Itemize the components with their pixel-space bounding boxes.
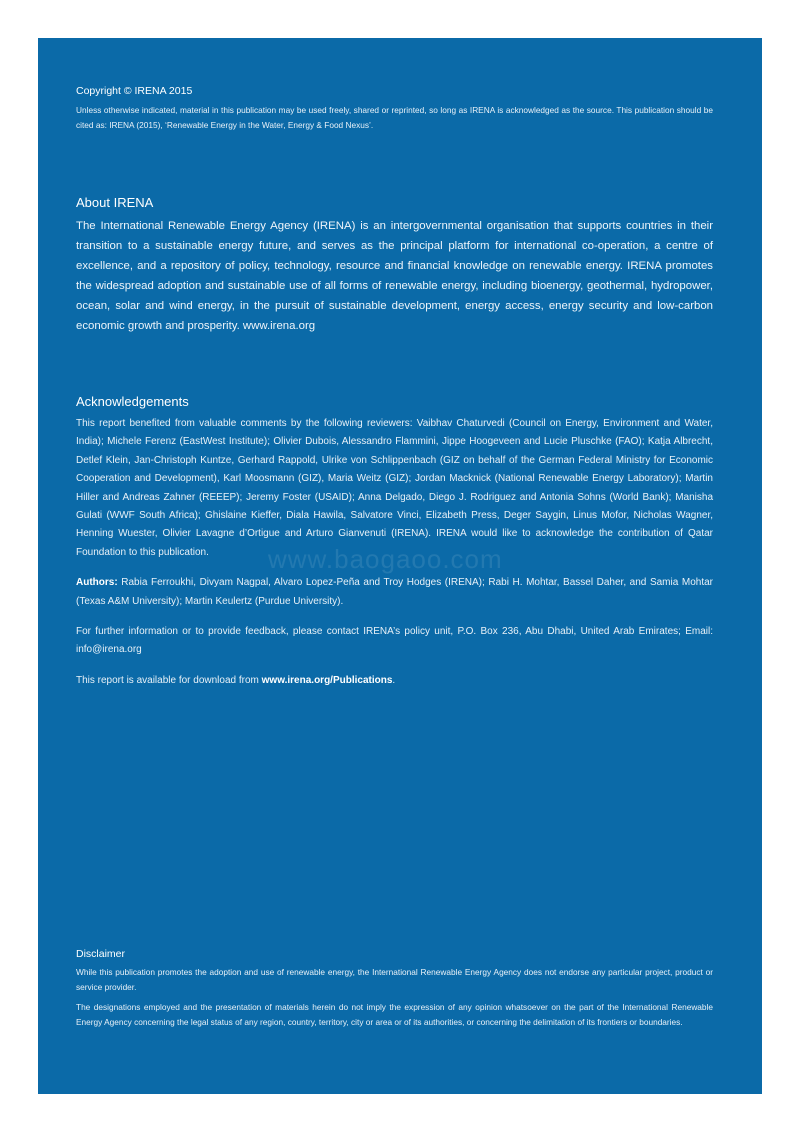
watermark: www.baogaoo.com <box>268 544 503 574</box>
about-text: The International Renewable Energy Agency (IRENA) is an intergovernmental organisation that supports countries in their transition to a sustainable energy future, and serves as the principal platform for international co-operation, a centre of excellence, and a repository of policy, technology, resource and financial knowledge on renewable energy. IRENA promotes the widespread adoption and sustainable use of all forms of renewable energy, including bioenergy, geothermal, hydropower, ocean, solar and wind energy, in the pursuit of sustainable development, energy access, energy security and low-carbon economic growth and prosperity. www.irena.org <box>76 220 713 332</box>
download-link[interactable]: www.irena.org/Publications <box>261 674 393 686</box>
about-section <box>76 195 713 336</box>
authors-text: Rabia Ferroukhi, Divyam Nagpal, Alvaro Lopez-Peña and Troy Hodges (IRENA); Rabi H. Mohtar, Bassel Daher, and Samia Mohtar (Texas A&M University); Martin Keulertz (Purdue University). <box>76 577 713 607</box>
disclaimer-section <box>76 948 713 1035</box>
acknowledgements-heading: Acknowledgements <box>76 394 189 409</box>
download-paragraph <box>76 672 713 690</box>
download-suffix: . <box>392 674 396 686</box>
disclaimer-title: Disclaimer <box>76 948 126 960</box>
download-prefix: This report is available for download from <box>76 674 262 686</box>
copyright-title: Copyright © IRENA 2015 <box>76 85 193 97</box>
disclaimer-text-1: While this publication promotes the adoption and use of renewable energy, the International Renewable Energy Agency does not endorse any particular project, product or service provider. <box>76 967 713 992</box>
acknowledgements-text: This report benefited from valuable comments by the following reviewers: Vaibhav Chaturvedi (Council on Energy, Environment and Water, India); Michele Ferenz (EastWest Institute); Olivier Dubois, Alessandro Flammini, Jippe Hoogeveen and Lucie Pluschke (FAO); Katja Albrecht, Detlef Klein, Jan-Christoph Kuntze, Gerhard Rappold, Ulrike von Schlippenbach (GIZ on behalf of the German Federal Ministry for Economic Cooperation and Development), Karl Moosmann (GIZ), Maria Weitz (GIZ); Jordan Macknick (National Renewable Energy Laboratory); Martin Hiller and Andreas Zahner (REEEP); Jeremy Foster (USAID); Anna Delgado, Diego J. Rodriguez and Antonia Sohns (World Bank); Manisha Gulati (WWF South Africa); Ghislaine Kieffer, Diala Hawila, Salvatore Vinci, Elizabeth Press, Deger Saygin, Linus Mofor, Nicholas Wagner, Henning Wuester, Olivier Lavagne d’Ortigue and Arturo Gianvenuti (IRENA). IRENA would like to acknowledge the contribution of Qatar Foundation to this publication. <box>76 418 713 558</box>
authors-paragraph <box>76 574 713 611</box>
cover-panel <box>38 38 762 1094</box>
contact-text: For further information or to provide feedback, please contact IRENA’s policy unit, P.O. Box 236, Abu Dhabi, United Arab Emirates; Email: info@irena.org <box>76 626 713 656</box>
copyright-text: Unless otherwise indicated, material in this publication may be used freely, shared or reprinted, so long as IRENA is acknowledged as the source. This publication should be cited as: IRENA (2015), ‘Renewable Energy in the Water, Energy & Food Nexus’. <box>76 105 713 130</box>
authors-label: Authors: <box>76 577 118 589</box>
disclaimer-text-2: The designations employed and the presentation of materials herein do not imply the expression of any opinion whatsoever on the part of the International Renewable Energy Agency concerning the legal status of any region, country, territory, city or area or of its authorities, or concerning the delimitation of its frontiers or boundaries. <box>76 1002 713 1027</box>
about-heading: About IRENA <box>76 195 154 210</box>
